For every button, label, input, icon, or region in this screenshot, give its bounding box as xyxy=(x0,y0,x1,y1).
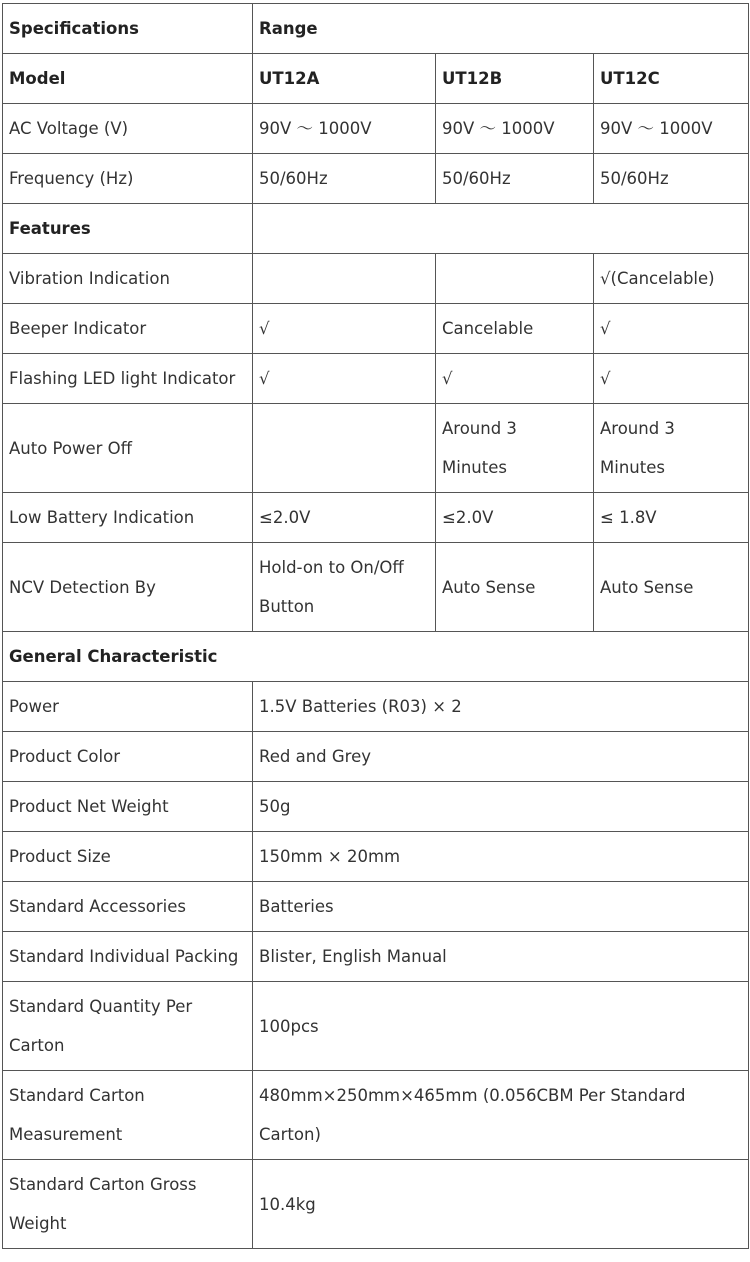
ac-voltage-label: AC Voltage (V) xyxy=(3,104,253,154)
individual-packing-value: Blister, English Manual xyxy=(253,932,749,982)
table-row-beeper xyxy=(3,304,749,354)
auto-power-off-ut12a xyxy=(253,404,436,493)
ncv-detection-label: NCV Detection By xyxy=(3,543,253,632)
model-ut12c: UT12C xyxy=(594,54,749,104)
ncv-detection-ut12c: Auto Sense xyxy=(594,543,749,632)
table-row-frequency xyxy=(3,154,749,204)
table-row-features-section xyxy=(3,204,749,254)
table-row-quantity-per-carton xyxy=(3,982,749,1071)
ac-voltage-ut12a: 90V ～ 1000V xyxy=(253,104,436,154)
table-row-power xyxy=(3,682,749,732)
table-row-low-battery xyxy=(3,493,749,543)
accessories-value: Batteries xyxy=(253,882,749,932)
general-section-heading: General Characteristic xyxy=(3,632,749,682)
beeper-label: Beeper Indicator xyxy=(3,304,253,354)
vibration-ut12b xyxy=(436,254,594,304)
table-row-net-weight xyxy=(3,782,749,832)
quantity-per-carton-label: Standard Quantity Per Carton xyxy=(3,982,253,1071)
power-value: 1.5V Batteries (R03) × 2 xyxy=(253,682,749,732)
low-battery-label: Low Battery Indication xyxy=(3,493,253,543)
product-size-value: 150mm × 20mm xyxy=(253,832,749,882)
flashing-led-label: Flashing LED light Indicator xyxy=(3,354,253,404)
carton-measurement-value: 480mm×250mm×465mm (0.056CBM Per Standard Carton) xyxy=(253,1071,749,1160)
low-battery-ut12a: ≤2.0V xyxy=(253,493,436,543)
ac-voltage-ut12b: 90V ～ 1000V xyxy=(436,104,594,154)
table-row-header xyxy=(3,4,749,54)
flashing-led-ut12b: √ xyxy=(436,354,594,404)
auto-power-off-ut12b: Around 3 Minutes xyxy=(436,404,594,493)
auto-power-off-label: Auto Power Off xyxy=(3,404,253,493)
model-ut12a: UT12A xyxy=(253,54,436,104)
features-section-empty xyxy=(253,204,749,254)
table-row-accessories xyxy=(3,882,749,932)
ncv-detection-ut12b: Auto Sense xyxy=(436,543,594,632)
quantity-per-carton-value: 100pcs xyxy=(253,982,749,1071)
ac-voltage-ut12c: 90V ～ 1000V xyxy=(594,104,749,154)
table-row-model xyxy=(3,54,749,104)
vibration-ut12c: √(Cancelable) xyxy=(594,254,749,304)
product-color-value: Red and Grey xyxy=(253,732,749,782)
table-row-product-size xyxy=(3,832,749,882)
specifications-table xyxy=(2,3,749,1249)
individual-packing-label: Standard Individual Packing xyxy=(3,932,253,982)
flashing-led-ut12c: √ xyxy=(594,354,749,404)
product-size-label: Product Size xyxy=(3,832,253,882)
table-row-vibration xyxy=(3,254,749,304)
beeper-ut12a: √ xyxy=(253,304,436,354)
model-ut12b: UT12B xyxy=(436,54,594,104)
frequency-ut12a: 50/60Hz xyxy=(253,154,436,204)
carton-gross-weight-value: 10.4kg xyxy=(253,1160,749,1249)
frequency-label: Frequency (Hz) xyxy=(3,154,253,204)
net-weight-value: 50g xyxy=(253,782,749,832)
carton-measurement-label: Standard Carton Measurement xyxy=(3,1071,253,1160)
model-label: Model xyxy=(3,54,253,104)
header-range: Range xyxy=(253,4,749,54)
beeper-ut12b: Cancelable xyxy=(436,304,594,354)
carton-gross-weight-label: Standard Carton Gross Weight xyxy=(3,1160,253,1249)
low-battery-ut12b: ≤2.0V xyxy=(436,493,594,543)
vibration-label: Vibration Indication xyxy=(3,254,253,304)
net-weight-label: Product Net Weight xyxy=(3,782,253,832)
table-row-general-section xyxy=(3,632,749,682)
table-row-auto-power-off xyxy=(3,404,749,493)
table-row-individual-packing xyxy=(3,932,749,982)
table-row-carton-gross-weight xyxy=(3,1160,749,1249)
table-row-ac-voltage xyxy=(3,104,749,154)
accessories-label: Standard Accessories xyxy=(3,882,253,932)
table-row-flashing-led xyxy=(3,354,749,404)
features-section-heading: Features xyxy=(3,204,253,254)
auto-power-off-ut12c: Around 3 Minutes xyxy=(594,404,749,493)
ncv-detection-ut12a: Hold-on to On/Off Button xyxy=(253,543,436,632)
frequency-ut12c: 50/60Hz xyxy=(594,154,749,204)
frequency-ut12b: 50/60Hz xyxy=(436,154,594,204)
beeper-ut12c: √ xyxy=(594,304,749,354)
header-specifications: Specifications xyxy=(3,4,253,54)
product-color-label: Product Color xyxy=(3,732,253,782)
table-row-ncv-detection xyxy=(3,543,749,632)
flashing-led-ut12a: √ xyxy=(253,354,436,404)
table-row-carton-measurement xyxy=(3,1071,749,1160)
power-label: Power xyxy=(3,682,253,732)
low-battery-ut12c: ≤ 1.8V xyxy=(594,493,749,543)
table-row-product-color xyxy=(3,732,749,782)
vibration-ut12a xyxy=(253,254,436,304)
